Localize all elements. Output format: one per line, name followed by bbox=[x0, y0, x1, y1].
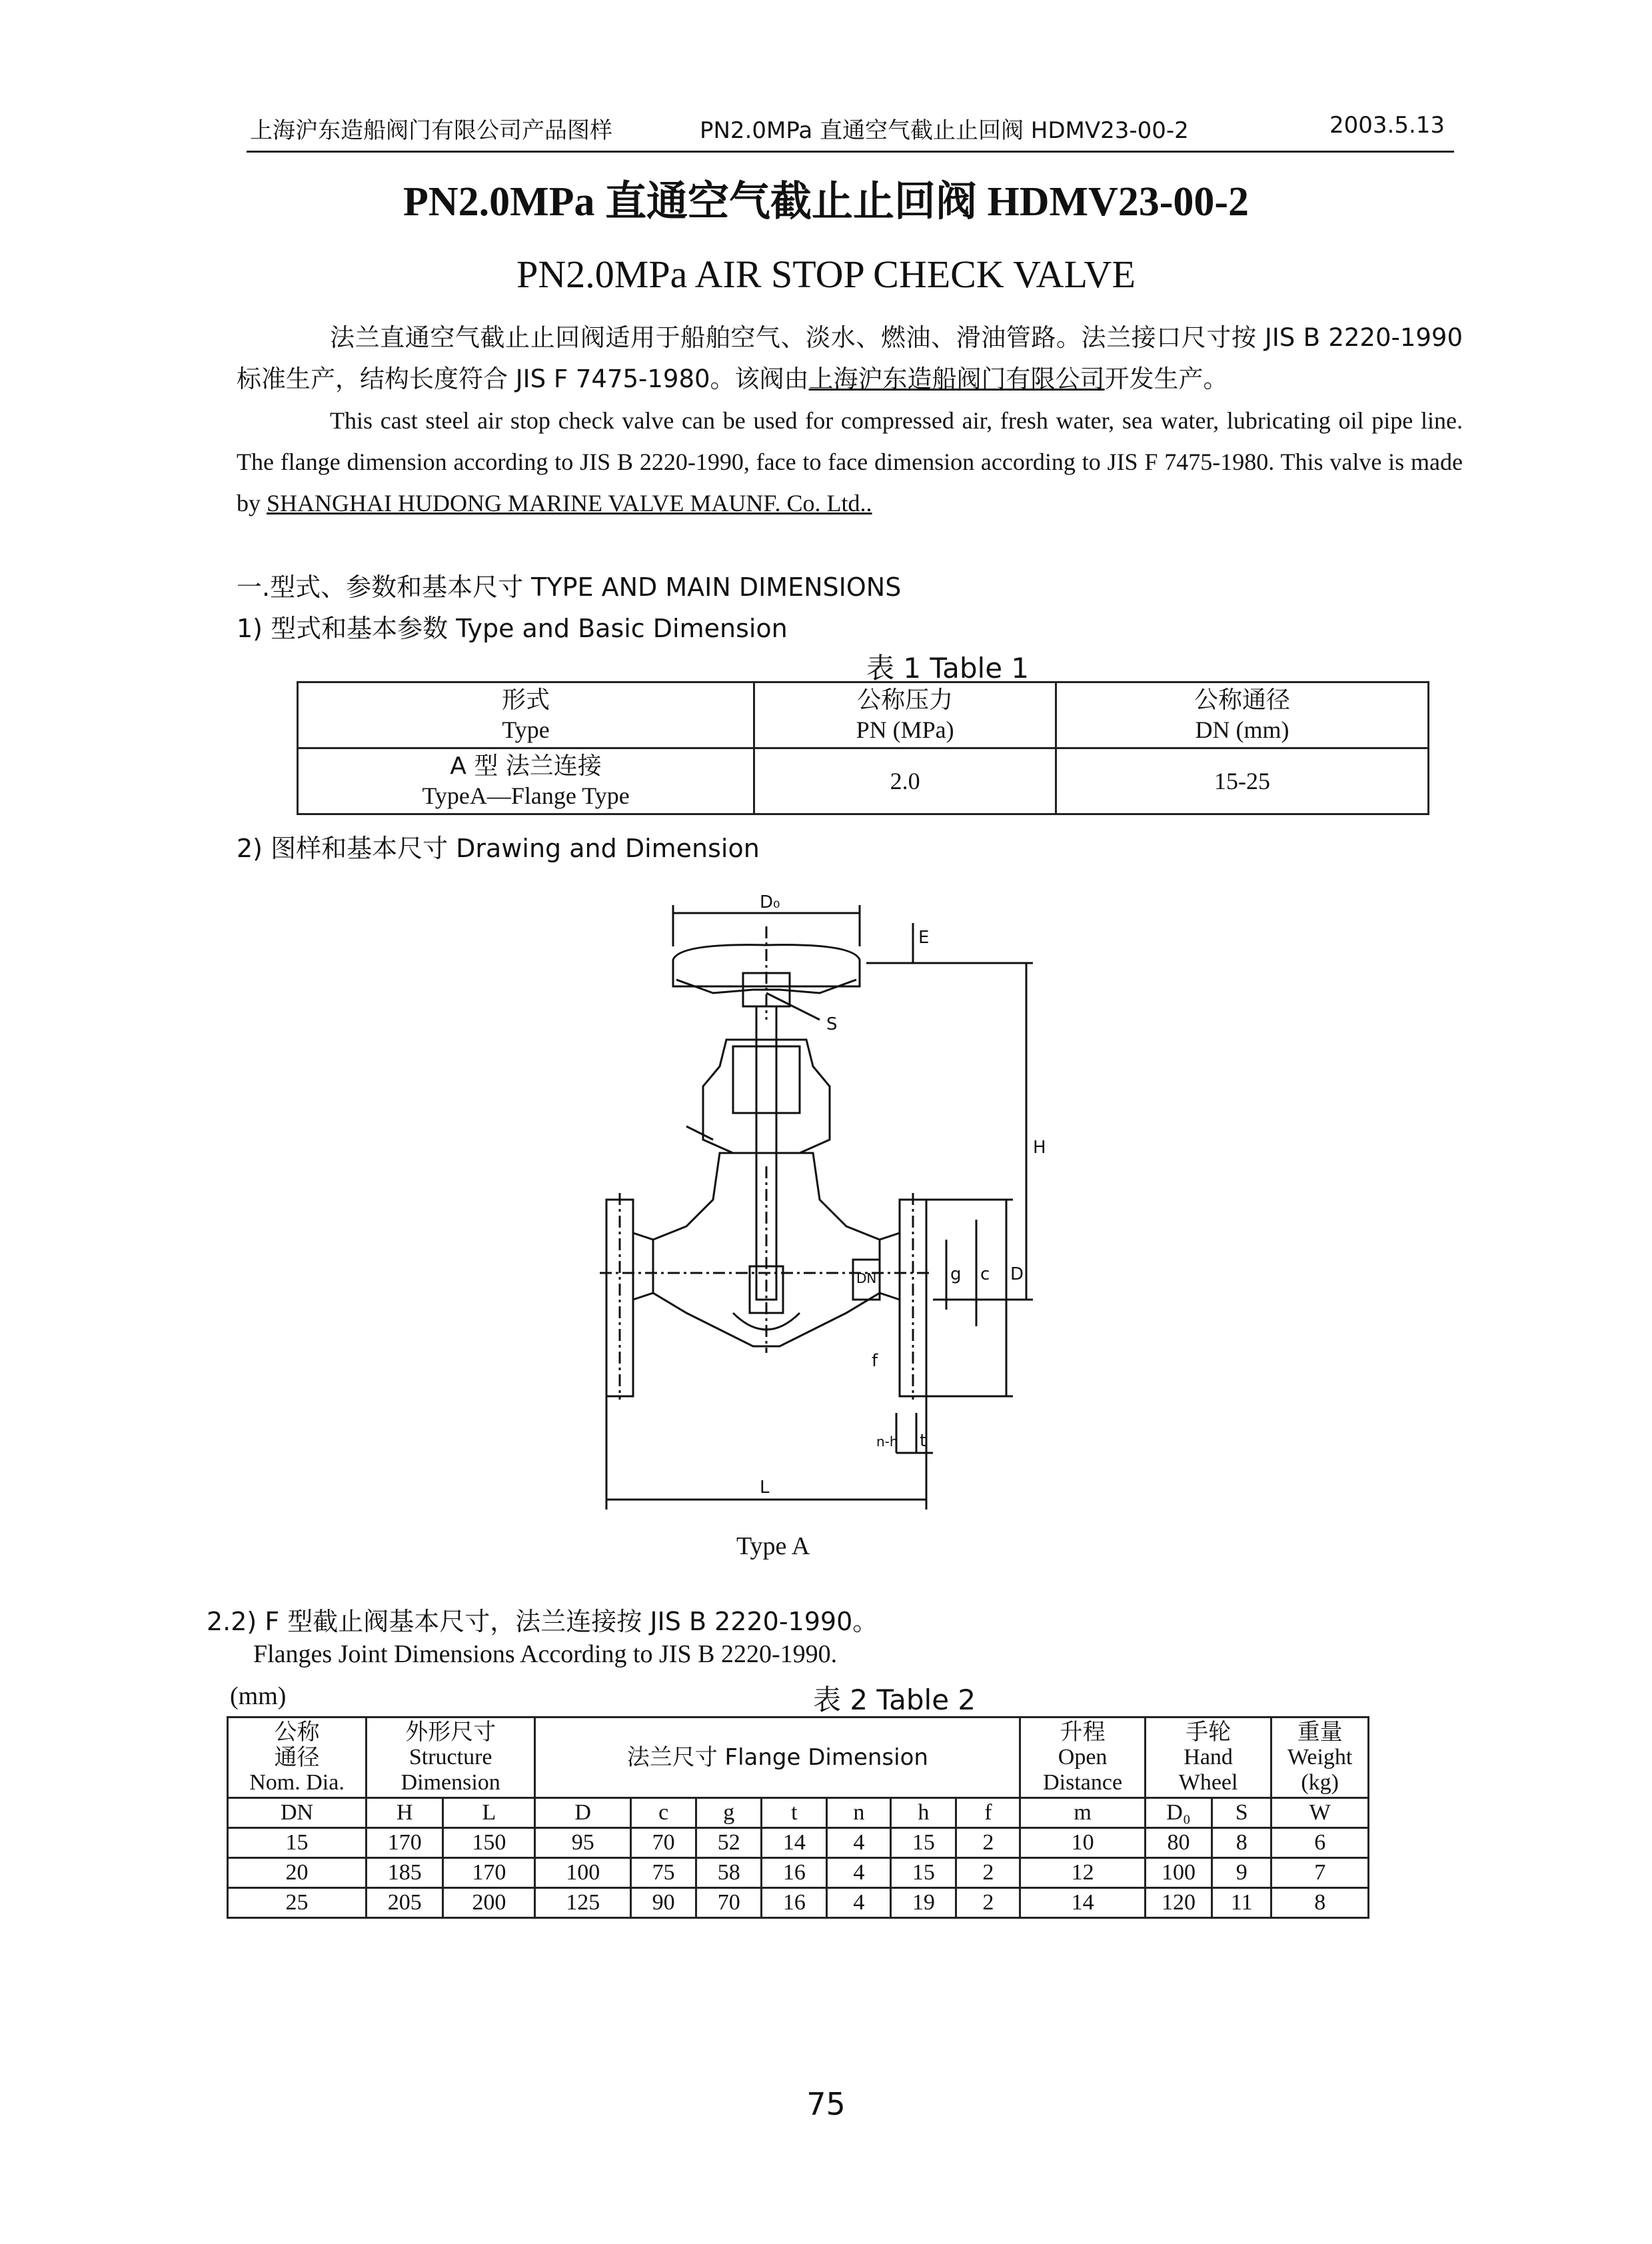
header-rule bbox=[247, 151, 1454, 153]
label-c: c bbox=[980, 1264, 990, 1284]
subsection-drawing: 2) 图样和基本尺寸 Drawing and Dimension bbox=[237, 834, 760, 863]
subsection-type-basic: 1) 型式和基本参数 Type and Basic Dimension bbox=[237, 614, 788, 643]
col-n: n bbox=[827, 1798, 891, 1828]
label-dn: DN bbox=[856, 1270, 877, 1286]
table1-type-cell: A 型 法兰连接 TypeA—Flange Type bbox=[298, 748, 754, 814]
table1-caption: 表 1 Table 1 bbox=[866, 652, 1030, 684]
label-g: g bbox=[950, 1264, 962, 1284]
table2-header-open: 升程 Open Distance bbox=[1020, 1717, 1145, 1798]
col-g: g bbox=[696, 1798, 762, 1828]
label-t: t bbox=[920, 1431, 927, 1451]
header-company: 上海沪东造船阀门有限公司产品图样 bbox=[250, 117, 612, 144]
col-d0: D₀ bbox=[1145, 1798, 1212, 1828]
intro-zh-part2: 开发生产。 bbox=[1104, 365, 1228, 393]
col-m: m bbox=[1020, 1798, 1145, 1828]
page-number: 75 bbox=[806, 2086, 846, 2122]
table1-pn-cell: 2.0 bbox=[754, 748, 1056, 814]
intro-zh-company: 上海沪东造船阀门有限公司 bbox=[808, 365, 1105, 393]
intro-en-part1: This cast steel air stop check valve can be used for compressed air, fresh water, sea water, lubricating oil pipe line. The flange dimension according to JIS B 2220-1990, face to face dimension according to JIS F 7475-1980. This valve is made by bbox=[237, 407, 1463, 517]
table2-header-structure: 外形尺寸 Structure Dimension bbox=[367, 1717, 535, 1798]
table2-caption: 表 2 Table 2 bbox=[813, 1683, 976, 1716]
col-w: W bbox=[1271, 1798, 1369, 1828]
table2 bbox=[227, 1716, 1369, 1919]
table2-header-hand: 手轮 Hand Wheel bbox=[1145, 1717, 1271, 1798]
intro-chinese bbox=[237, 317, 1463, 400]
label-d: D bbox=[1010, 1264, 1024, 1284]
table-row: 25 205 200 125 90 70 16 4 19 2 14 120 11 8 bbox=[228, 1888, 1369, 1918]
table2-header-nom: 公称 通径 Nom. Dia. bbox=[228, 1717, 367, 1798]
table1-header-pn: 公称压力 PN (MPa) bbox=[754, 682, 1056, 748]
col-t: t bbox=[762, 1798, 827, 1828]
table2-header-weight: 重量 Weight (kg) bbox=[1271, 1717, 1369, 1798]
intro-zh-part1: 法兰直通空气截止止回阀适用于船舶空气、淡水、燃油、滑油管路。法兰接口尺寸按 JIS B 2220-1990 标准生产，结构长度符合 JIS F 7475-1980。该阀由 bbox=[237, 323, 1463, 393]
page-subtitle: PN2.0MPa AIR STOP CHECK VALVE bbox=[516, 253, 1136, 296]
label-l: L bbox=[760, 1478, 770, 1498]
table1-dn-cell: 15-25 bbox=[1056, 748, 1429, 814]
intro-en-company: SHANGHAI HUDONG MARINE VALVE MAUNF. Co. Ltd.. bbox=[267, 490, 872, 517]
section2-english: Flanges Joint Dimensions According to JIS B 2220-1990. bbox=[253, 1640, 838, 1668]
col-s: S bbox=[1212, 1798, 1271, 1828]
table-row: 15 170 150 95 70 52 14 4 15 2 10 80 8 6 bbox=[228, 1828, 1369, 1858]
label-s: S bbox=[826, 1014, 838, 1034]
table2-column-header-row bbox=[228, 1798, 1369, 1828]
col-c: c bbox=[631, 1798, 696, 1828]
col-h: H bbox=[367, 1798, 443, 1828]
section-type-main-dimensions: 一.型式、参数和基本尺寸 TYPE AND MAIN DIMENSIONS bbox=[237, 572, 902, 602]
table2-group-header-row bbox=[228, 1717, 1369, 1798]
intro-english bbox=[237, 400, 1463, 524]
label-e: E bbox=[918, 928, 930, 948]
table-row: 20 185 170 100 75 58 16 4 15 2 12 100 9 7 bbox=[228, 1858, 1369, 1888]
table1-header-dn: 公称通径 DN (mm) bbox=[1056, 682, 1429, 748]
col-dn: DN bbox=[228, 1798, 367, 1828]
table2-unit: (mm) bbox=[230, 1682, 287, 1710]
table2-header-flange: 法兰尺寸 Flange Dimension bbox=[535, 1717, 1020, 1798]
page-title: PN2.0MPa 直通空气截止止回阀 HDMV23-00-2 bbox=[403, 179, 1249, 225]
table1-header-type: 形式 Type bbox=[298, 682, 754, 748]
col-h-bolt: h bbox=[891, 1798, 956, 1828]
label-d0: D₀ bbox=[760, 892, 780, 912]
valve-drawing bbox=[600, 886, 1106, 1526]
section2-chinese: 2.2) F 型截止阀基本尺寸，法兰连接按 JIS B 2220-1990。 bbox=[207, 1607, 878, 1636]
header-date: 2003.5.13 bbox=[1329, 112, 1445, 139]
label-h: H bbox=[1033, 1138, 1046, 1158]
col-d: D bbox=[535, 1798, 631, 1828]
header-code: PN2.0MPa 直通空气截止止回阀 HDMV23-00-2 bbox=[700, 117, 1189, 144]
col-f: f bbox=[956, 1798, 1020, 1828]
drawing-caption: Type A bbox=[736, 1532, 810, 1560]
label-f: f bbox=[872, 1351, 878, 1371]
table1-header-row bbox=[298, 682, 1429, 748]
label-nh: n-h bbox=[876, 1434, 898, 1450]
table1 bbox=[297, 681, 1429, 815]
table-row bbox=[298, 748, 1429, 814]
col-l: L bbox=[443, 1798, 535, 1828]
